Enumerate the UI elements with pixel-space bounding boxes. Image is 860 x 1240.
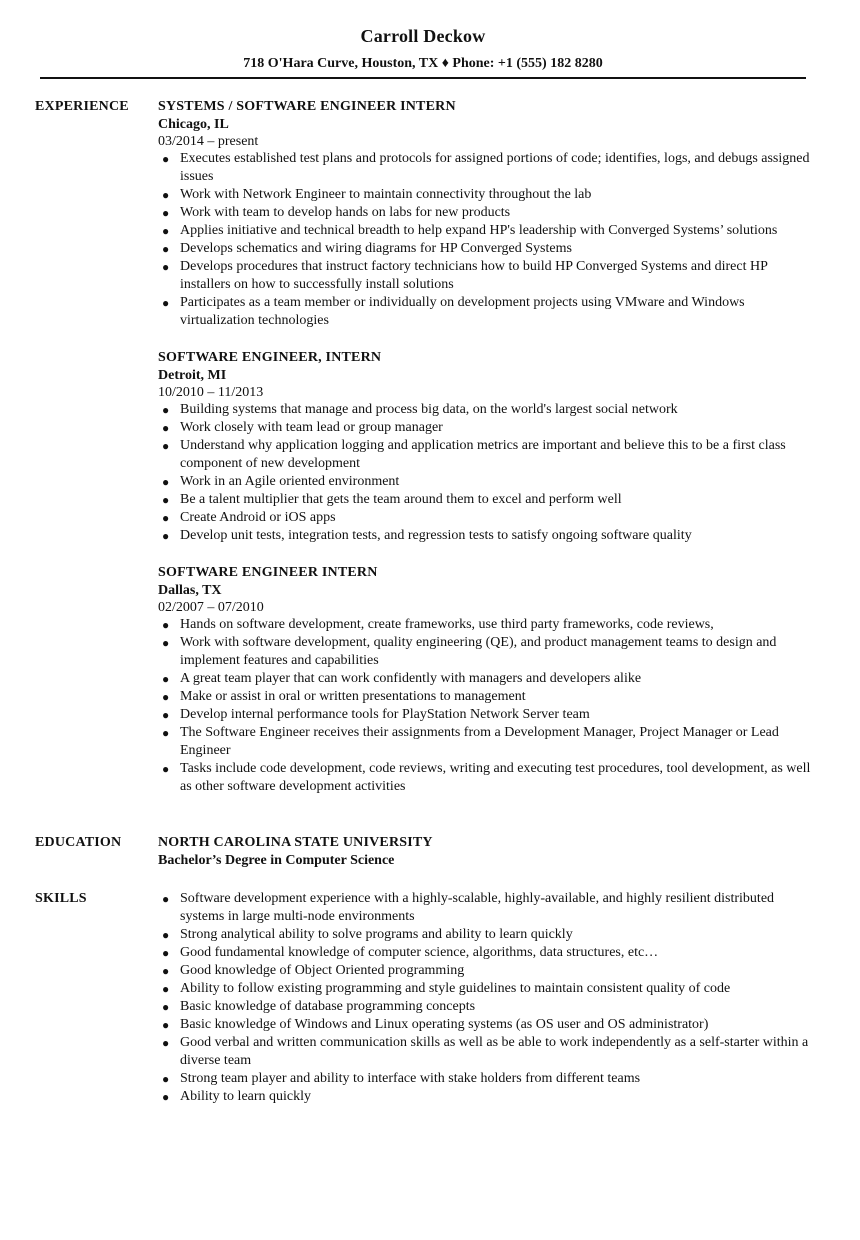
- bullet-text: Good verbal and written communication skills as well as be able to work independently as a self-starter within a diverse team: [180, 1035, 809, 1068]
- bullet-text: Applies initiative and technical breadth to help expand HP's leadership with Converged Systems’ solutions: [180, 223, 778, 238]
- job-bullet: [162, 294, 818, 330]
- job-bullet: [162, 527, 818, 545]
- job-location: Chicago, IL: [158, 117, 229, 132]
- bullet-icon: ●: [162, 188, 170, 202]
- skills-list-container: [158, 890, 818, 1106]
- bullet-icon: ●: [162, 892, 170, 906]
- skill-bullet: [162, 1088, 818, 1106]
- bullet-text: Participates as a team member or individually on development projects using VMware and Windows virtualization technologies: [180, 295, 745, 328]
- job-bullet: [162, 473, 818, 491]
- job-title: SYSTEMS / SOFTWARE ENGINEER INTERN: [158, 99, 456, 114]
- bullet-icon: ●: [162, 224, 170, 238]
- job-entry: [158, 564, 818, 796]
- job-location: Dallas, TX: [158, 583, 222, 598]
- bullet-icon: ●: [162, 421, 170, 435]
- job-bullet: [162, 240, 818, 258]
- bullet-icon: ●: [162, 260, 170, 274]
- bullet-text: Good knowledge of Object Oriented programming: [180, 963, 465, 978]
- job-bullet: [162, 150, 818, 186]
- bullet-text: Ability to learn quickly: [180, 1089, 312, 1104]
- bullet-text: Work in an Agile oriented environment: [180, 474, 400, 489]
- job-dates: 10/2010 – 11/2013: [158, 385, 264, 400]
- job-bullet: [162, 419, 818, 437]
- bullet-text: Ability to follow existing programming and style guidelines to maintain consistent quality of code: [180, 981, 731, 996]
- bullet-icon: ●: [162, 708, 170, 722]
- bullet-text: Work with Network Engineer to maintain connectivity throughout the lab: [180, 187, 592, 202]
- section-title-skills: SKILLS: [35, 891, 87, 906]
- job-title: SOFTWARE ENGINEER INTERN: [158, 565, 378, 580]
- bullet-icon: ●: [162, 403, 170, 417]
- bullet-icon: ●: [162, 982, 170, 996]
- skill-bullet: [162, 944, 818, 962]
- bullet-text: Tasks include code development, code reviews, writing and executing test procedures, tool development, as well as other software development activities: [180, 761, 811, 794]
- bullet-text: Develop unit tests, integration tests, and regression tests to satisfy ongoing software quality: [180, 528, 692, 543]
- bullet-icon: ●: [162, 946, 170, 960]
- job-bullet: [162, 491, 818, 509]
- job-bullet: [162, 204, 818, 222]
- job-entry: [158, 98, 818, 330]
- job-bullet: [162, 616, 818, 634]
- job-bullet: [162, 222, 818, 240]
- bullet-icon: ●: [162, 1036, 170, 1050]
- bullet-text: Make or assist in oral or written presentations to management: [180, 689, 526, 704]
- bullet-text: Strong analytical ability to solve programs and ability to learn quickly: [180, 927, 573, 942]
- bullet-text: Develops schematics and wiring diagrams for HP Converged Systems: [180, 241, 572, 256]
- job-bullet: [162, 186, 818, 204]
- skill-bullet: [162, 1034, 818, 1070]
- job-bullet: [162, 509, 818, 527]
- job-bullet: [162, 688, 818, 706]
- job-bullet: [162, 706, 818, 724]
- bullet-text: Work with team to develop hands on labs for new products: [180, 205, 511, 220]
- bullet-icon: ●: [162, 964, 170, 978]
- bullet-icon: ●: [162, 762, 170, 776]
- bullet-text: Basic knowledge of Windows and Linux operating systems (as OS user and OS administrator): [180, 1017, 709, 1032]
- bullet-icon: ●: [162, 726, 170, 740]
- job-bullet: [162, 258, 818, 294]
- skill-bullet: [162, 1070, 818, 1088]
- job-entry: [158, 349, 818, 545]
- resume-header: [40, 22, 806, 73]
- header-divider: [40, 77, 806, 79]
- bullet-icon: ●: [162, 152, 170, 166]
- contact-line: 718 O'Hara Curve, Houston, TX ♦ Phone: +1 (555) 182 8280: [243, 56, 603, 71]
- bullet-text: Software development experience with a highly-scalable, highly-available, and highly resilient distributed systems in large multi-node environments: [180, 891, 775, 924]
- bullet-icon: ●: [162, 206, 170, 220]
- school-name: NORTH CAROLINA STATE UNIVERSITY: [158, 835, 433, 850]
- skills-bullet-list: [158, 890, 818, 1106]
- bullet-icon: ●: [162, 529, 170, 543]
- skill-bullet: [162, 998, 818, 1016]
- bullet-icon: ●: [162, 439, 170, 453]
- bullet-text: Hands on software development, create frameworks, use third party frameworks, code reviews,: [180, 617, 714, 632]
- bullet-icon: ●: [162, 636, 170, 650]
- candidate-name: Carroll Deckow: [360, 26, 486, 46]
- skill-bullet: [162, 890, 818, 926]
- job-bullet: [162, 437, 818, 473]
- skill-bullet: [162, 962, 818, 980]
- bullet-text: Work with software development, quality engineering (QE), and product management teams to design and implement features and capabilities: [180, 635, 777, 668]
- bullet-text: Executes established test plans and protocols for assigned portions of code; identifies, logs, and debugs assigned issues: [180, 151, 810, 184]
- skill-bullet: [162, 1016, 818, 1034]
- skill-bullet: [162, 980, 818, 998]
- skill-bullet: [162, 926, 818, 944]
- bullet-icon: ●: [162, 1000, 170, 1014]
- bullet-icon: ●: [162, 928, 170, 942]
- section-title-experience: EXPERIENCE: [35, 99, 129, 114]
- job-bullet-list: [158, 401, 818, 545]
- education-entry: [158, 834, 818, 869]
- bullet-icon: ●: [162, 1072, 170, 1086]
- job-bullet: [162, 670, 818, 688]
- bullet-icon: ●: [162, 672, 170, 686]
- job-bullet: [162, 760, 818, 796]
- bullet-icon: ●: [162, 511, 170, 525]
- bullet-icon: ●: [162, 493, 170, 507]
- job-bullet: [162, 634, 818, 670]
- bullet-text: Be a talent multiplier that gets the team around them to excel and perform well: [180, 492, 622, 507]
- bullet-icon: ●: [162, 242, 170, 256]
- bullet-icon: ●: [162, 475, 170, 489]
- degree: Bachelor’s Degree in Computer Science: [158, 853, 395, 868]
- bullet-text: Create Android or iOS apps: [180, 510, 336, 525]
- job-bullet: [162, 724, 818, 760]
- job-location: Detroit, MI: [158, 368, 227, 383]
- section-title-education: EDUCATION: [35, 835, 122, 850]
- bullet-text: Develop internal performance tools for PlayStation Network Server team: [180, 707, 590, 722]
- job-bullet-list: [158, 150, 818, 330]
- bullet-icon: ●: [162, 618, 170, 632]
- bullet-text: A great team player that can work confidently with managers and developers alike: [180, 671, 642, 686]
- job-bullet: [162, 401, 818, 419]
- bullet-text: Understand why application logging and application metrics are important and believe this to be a first class component of new development: [180, 438, 786, 471]
- bullet-text: Building systems that manage and process big data, on the world's largest social network: [180, 402, 678, 417]
- bullet-text: Good fundamental knowledge of computer science, algorithms, data structures, etc…: [180, 945, 659, 960]
- job-bullet-list: [158, 616, 818, 796]
- bullet-icon: ●: [162, 296, 170, 310]
- bullet-text: Strong team player and ability to interface with stake holders from different teams: [180, 1071, 641, 1086]
- bullet-icon: ●: [162, 690, 170, 704]
- bullet-text: Work closely with team lead or group manager: [180, 420, 443, 435]
- bullet-text: Develops procedures that instruct factory technicians how to build HP Converged Systems and direct HP installers on how to successfully install solutions: [180, 259, 768, 292]
- job-title: SOFTWARE ENGINEER, INTERN: [158, 350, 382, 365]
- bullet-text: Basic knowledge of database programming concepts: [180, 999, 476, 1014]
- bullet-text: The Software Engineer receives their assignments from a Development Manager, Project Manager or Lead Engineer: [180, 725, 779, 758]
- job-dates: 02/2007 – 07/2010: [158, 600, 264, 615]
- bullet-icon: ●: [162, 1018, 170, 1032]
- experience-list: [158, 98, 818, 796]
- job-dates: 03/2014 – present: [158, 134, 259, 149]
- bullet-icon: ●: [162, 1090, 170, 1104]
